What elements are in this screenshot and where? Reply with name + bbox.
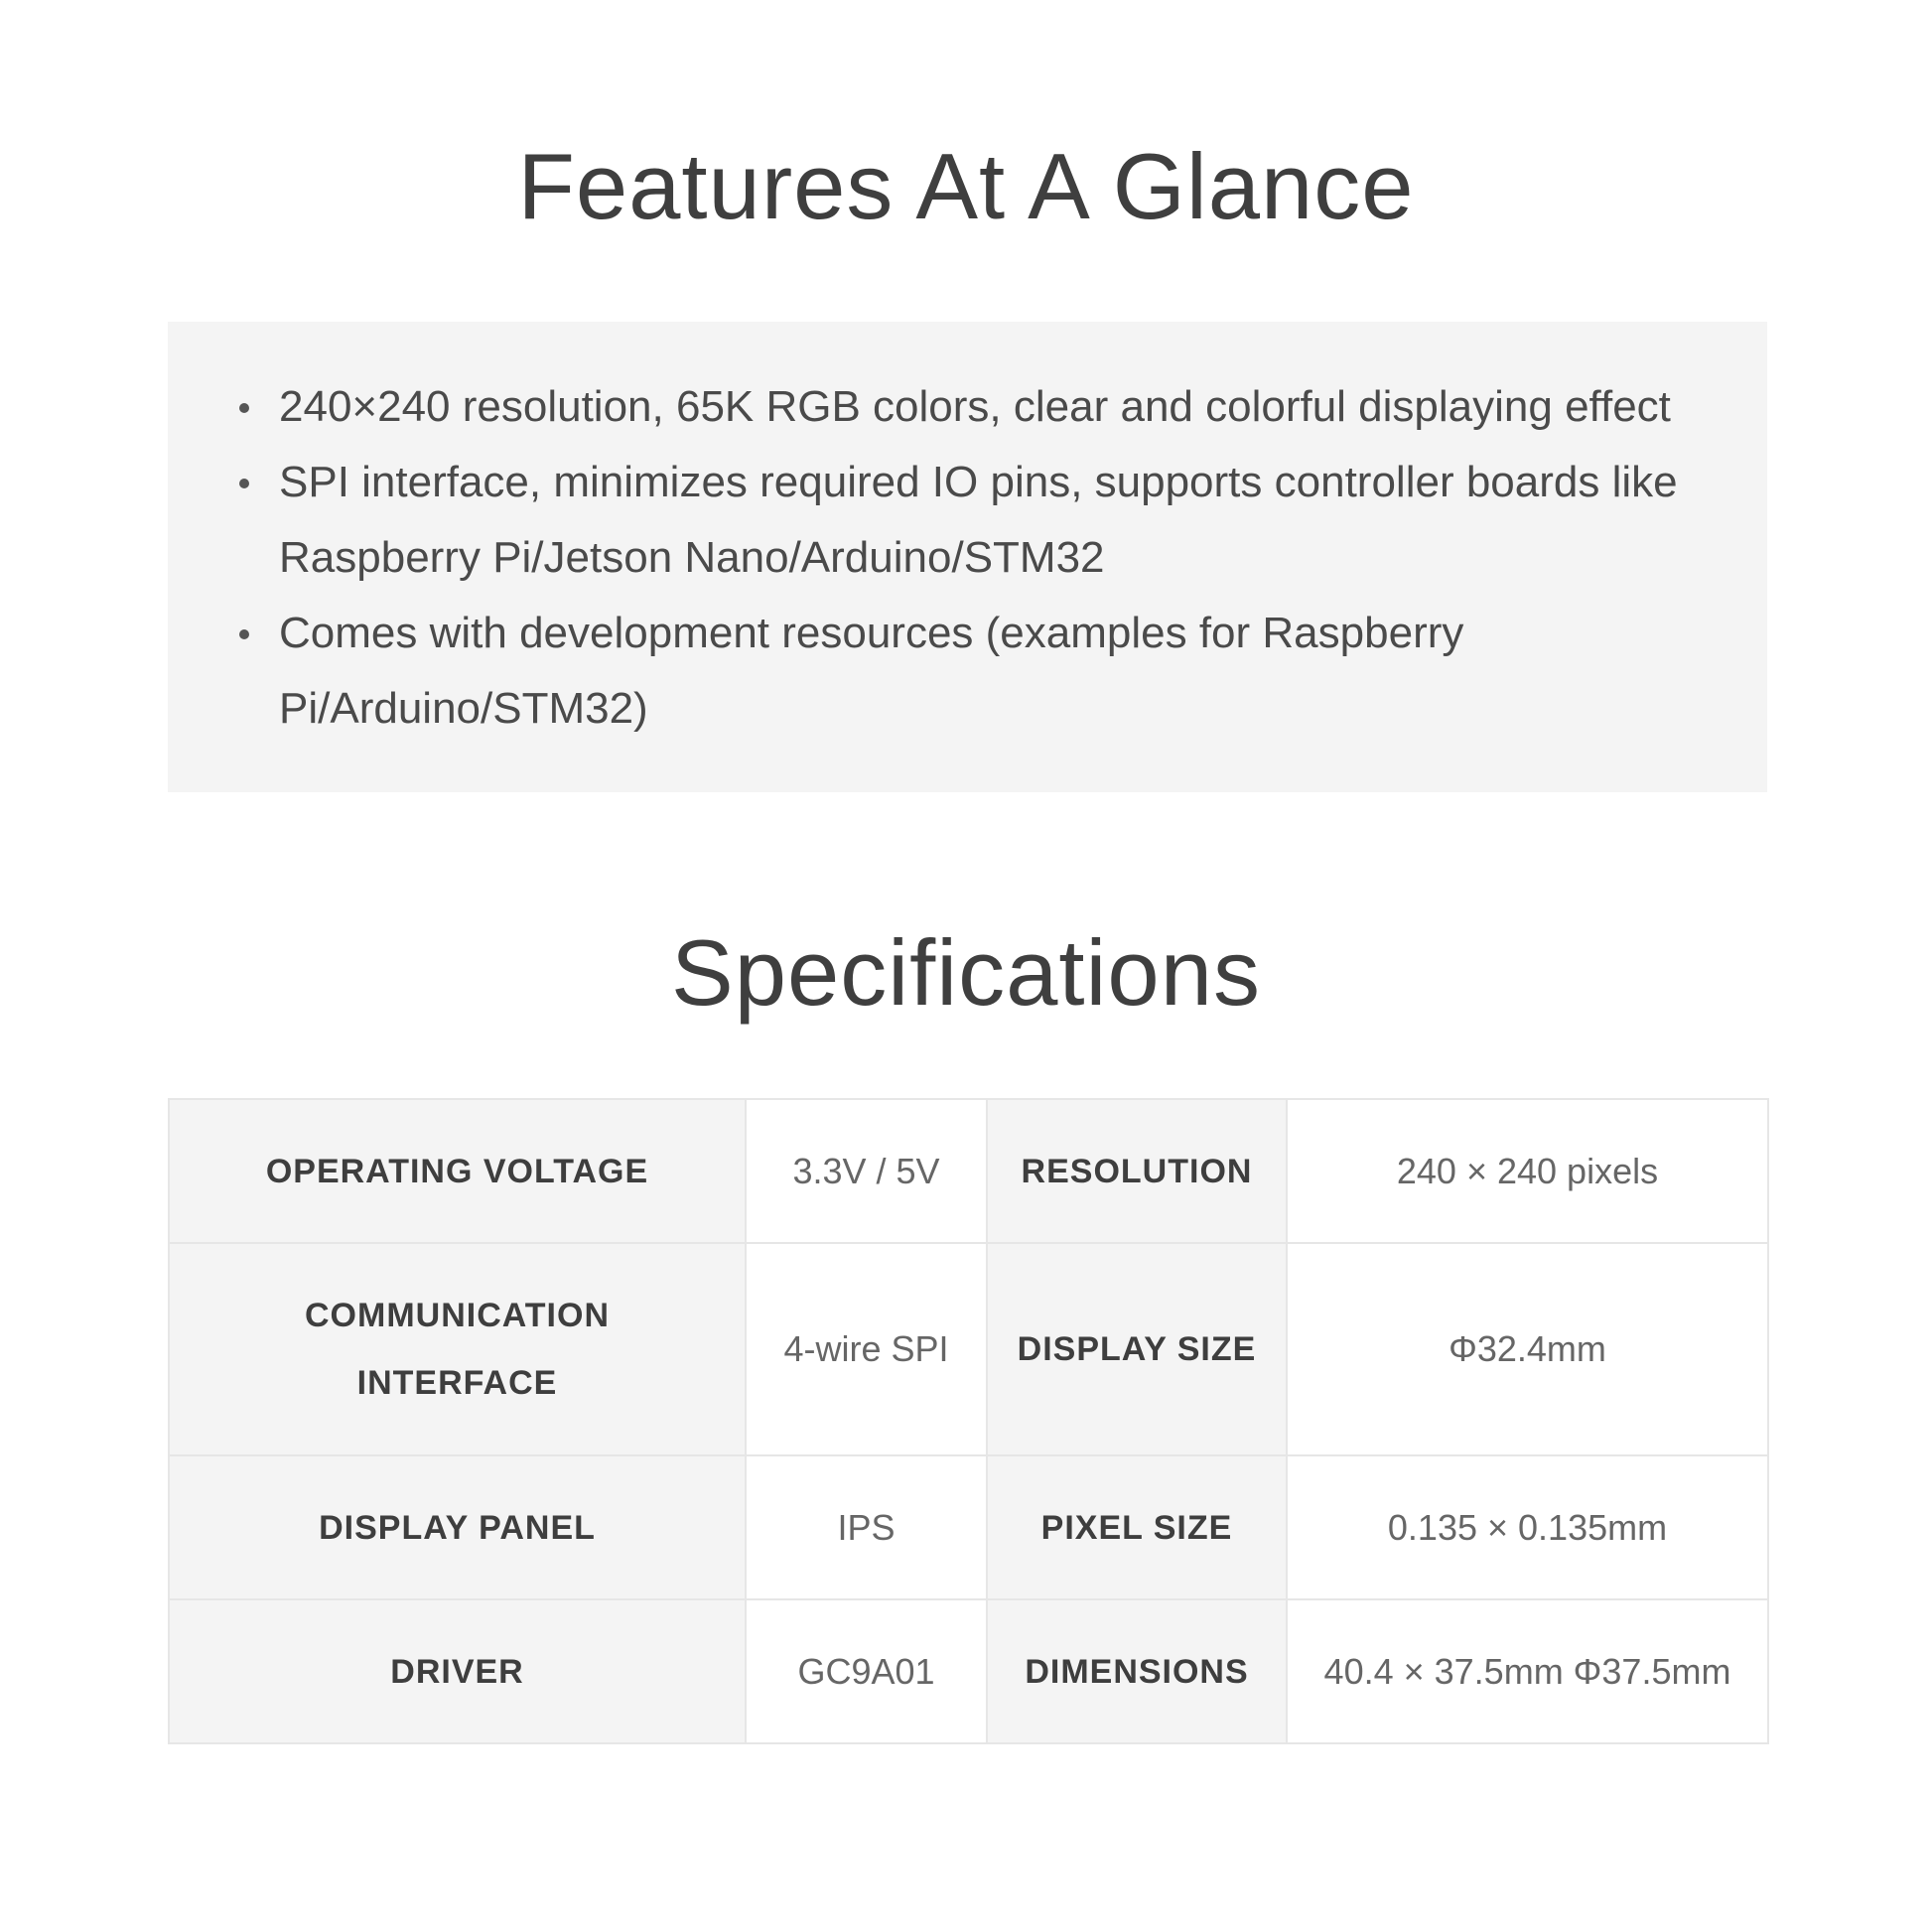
spec-label-resolution: RESOLUTION [987, 1099, 1287, 1243]
table-row [169, 1243, 1768, 1455]
spec-value-dimensions: 40.4 × 37.5mm Φ37.5mm [1287, 1599, 1768, 1743]
spec-value-resolution: 240 × 240 pixels [1287, 1099, 1768, 1243]
spec-value-display-panel: IPS [746, 1455, 987, 1599]
spec-label-communication-interface: COMMUNICATION INTERFACE [169, 1243, 746, 1455]
bullet-icon [239, 629, 249, 639]
table-row [169, 1455, 1768, 1599]
bullet-icon [239, 479, 249, 488]
feature-text: SPI interface, minimizes required IO pins, supports controller boards like Raspberry Pi/Jetson Nano/Arduino/STM32 [279, 458, 1678, 582]
features-box [168, 322, 1767, 792]
table-row [169, 1099, 1768, 1243]
spec-value-operating-voltage: 3.3V / 5V [746, 1099, 987, 1243]
spec-label-pixel-size: PIXEL SIZE [987, 1455, 1287, 1599]
spec-label-display-size: DISPLAY SIZE [987, 1243, 1287, 1455]
features-heading: Features At A Glance [517, 134, 1415, 238]
bullet-icon [239, 403, 249, 413]
feature-text: Comes with development resources (examples for Raspberry Pi/Arduino/STM32) [279, 609, 1464, 733]
spec-value-communication-interface: 4-wire SPI [746, 1243, 987, 1455]
specifications-table [168, 1098, 1769, 1744]
spec-label-operating-voltage: OPERATING VOLTAGE [169, 1099, 746, 1243]
features-list [168, 369, 1727, 747]
spec-value-driver: GC9A01 [746, 1599, 987, 1743]
feature-text: 240×240 resolution, 65K RGB colors, clear and colorful displaying effect [279, 382, 1671, 431]
spec-label-display-panel: DISPLAY PANEL [169, 1455, 746, 1599]
table-row [169, 1599, 1768, 1743]
spec-value-pixel-size: 0.135 × 0.135mm [1287, 1455, 1768, 1599]
feature-item [168, 596, 1727, 747]
feature-item [168, 369, 1727, 445]
spec-label-dimensions: DIMENSIONS [987, 1599, 1287, 1743]
feature-item [168, 445, 1727, 596]
spec-value-display-size: Φ32.4mm [1287, 1243, 1768, 1455]
spec-label-driver: DRIVER [169, 1599, 746, 1743]
specifications-heading: Specifications [671, 920, 1261, 1025]
